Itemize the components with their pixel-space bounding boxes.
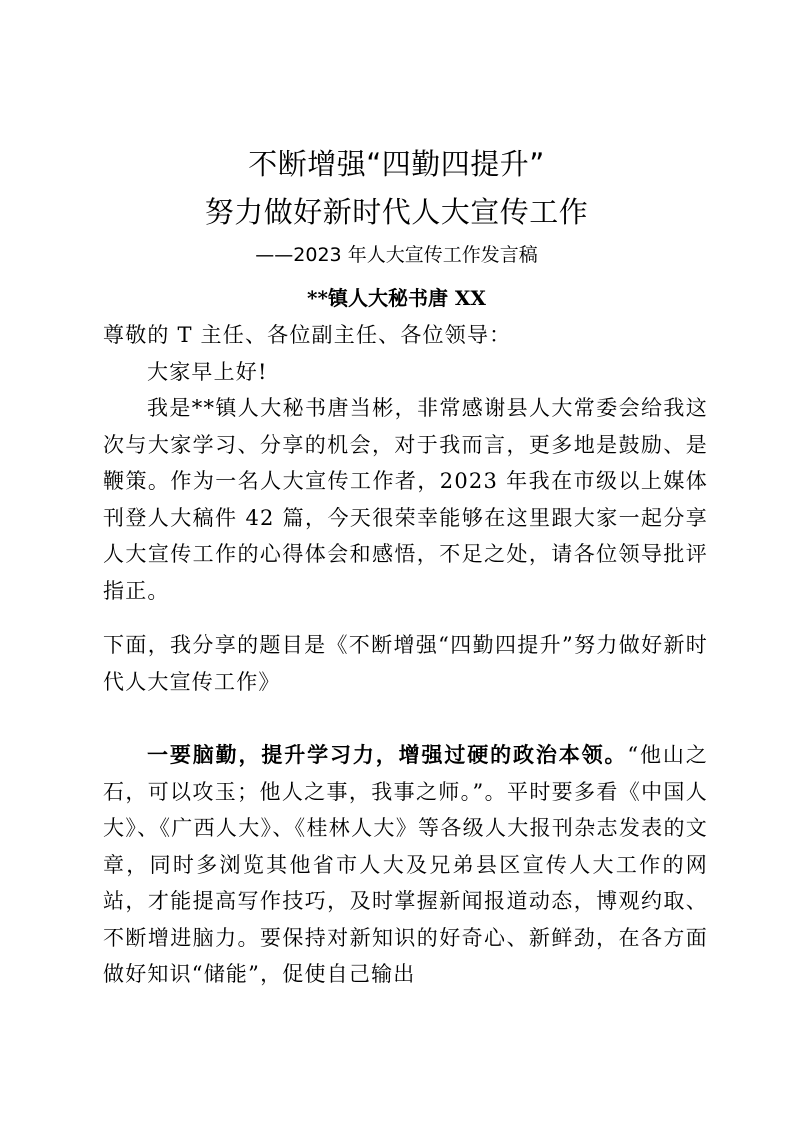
paragraph-introduction (103, 390, 708, 609)
paragraph-point-one-text (103, 737, 708, 993)
paragraph-point-one (103, 737, 708, 993)
point-one-body: “他山之石，可以攻玉；他人之事，我事之师。”。平时要多看《中国人大》、《广西人大》、《桂林人大》等各级人大报刊杂志发表的文章，同时多浏览其他省市人大及兄弟县区宣传人大工作的网站，才能提高写作技巧，及时掌握新闻报道动态，博观约取、不断增进脑力。要保持对新知识的好奇心、新鲜劲，在各方面做好知识“储能”，促使自己输出 (103, 743, 708, 986)
point-one-heading: 一要脑勤，提升学习力，增强过硬的政治本领。 (147, 742, 628, 767)
document-subtitle: ——2023 年人大宣传工作发言稿 (255, 244, 538, 266)
greeting (103, 354, 708, 391)
document-title-line-2: 努力做好新时代人大宣传工作 (204, 195, 589, 229)
paragraph-topic-text: 下面，我分享的题目是《不断增强“四勤四提升”努力做好新时代人大宣传工作》 (103, 633, 708, 694)
paragraph-introduction-text: 我是**镇人大秘书唐当彬，非常感谢县人大常委会给我这次与大家学习、分享的机会，对于我而言，更多地是鼓励、是鞭策。作为一名人大宣传工作者，2023 年我在市级以上媒体刊登人大稿件 42 篇，今天很荣幸能够在这里跟大家一起分享人大宣传工作的心得体会和感悟，不足之处，请各位领导批评指正。 (103, 396, 708, 603)
document-author: **镇人大秘书唐 XX (307, 286, 486, 310)
document-title-line-1: 不断增强“四勤四提升” (248, 147, 545, 181)
greeting-text: 大家早上好! (147, 360, 268, 384)
salutation (103, 317, 708, 354)
salutation-text: 尊敬的 T 主任、各位副主任、各位领导： (103, 323, 512, 347)
paragraph-topic (103, 627, 708, 700)
